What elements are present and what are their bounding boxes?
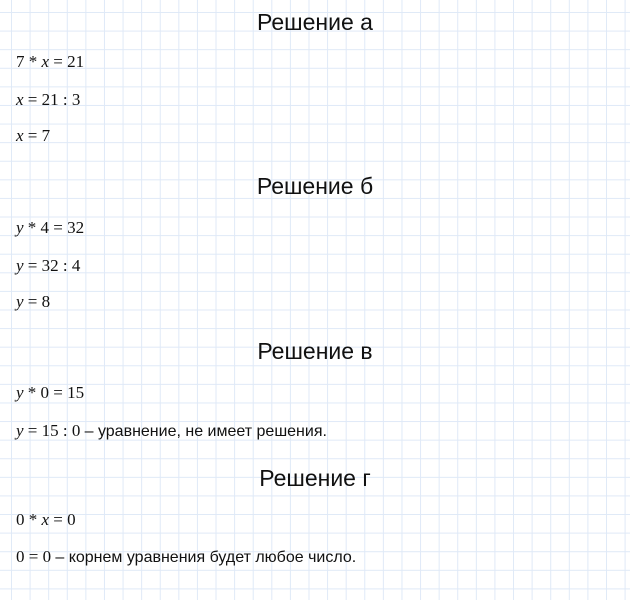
heading-a: Решение а xyxy=(257,9,373,35)
equation: 0 * x = 0 xyxy=(16,510,76,529)
note: – корнем уравнения будет любое число. xyxy=(55,549,357,566)
equation: 7 * x = 21 xyxy=(16,52,85,71)
equation: x = 7 xyxy=(16,126,51,145)
equation: 0 = 0 xyxy=(16,547,52,566)
heading-g: Решение г xyxy=(259,465,371,491)
equation: y = 15 : 0 xyxy=(16,421,81,440)
equation: y * 4 = 32 xyxy=(16,218,85,237)
equation: y = 32 : 4 xyxy=(16,256,81,275)
heading-b: Решение б xyxy=(256,173,374,199)
equation: y = 8 xyxy=(16,292,51,311)
note: – уравнение, не имеет решения. xyxy=(84,423,327,440)
equation: x = 21 : 3 xyxy=(16,90,81,109)
equation-with-note xyxy=(16,547,356,568)
equation-with-note xyxy=(16,421,327,442)
equation: y * 0 = 15 xyxy=(16,383,85,402)
heading-v: Решение в xyxy=(257,338,373,364)
